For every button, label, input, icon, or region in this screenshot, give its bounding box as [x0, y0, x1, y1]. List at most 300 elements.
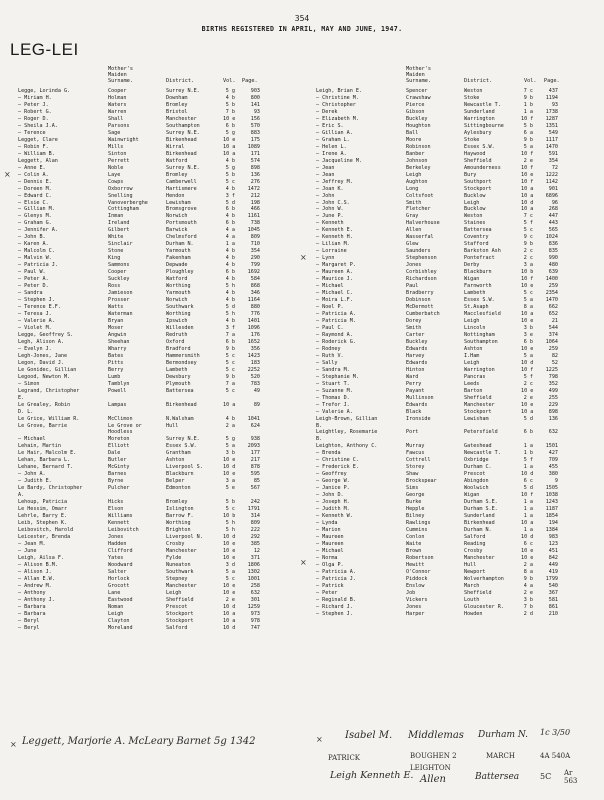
- register-entry-row: [18, 423, 268, 430]
- registration-district: March: [464, 582, 480, 589]
- registration-district: Macclesfield: [464, 311, 501, 317]
- maiden-surname: Cottingham: [108, 206, 139, 213]
- volume: 9 c: [523, 234, 533, 241]
- page-number-cell: 1799: [545, 575, 558, 582]
- entry-name: — Beryl: [18, 617, 40, 624]
- entry-name: — Stephen J.: [18, 297, 55, 304]
- maiden-surname: Rawlings: [406, 520, 431, 527]
- page-number-cell: 194: [548, 520, 558, 527]
- entry-name: — Margaret P.: [316, 262, 356, 269]
- entry-name: — Kenneth: [316, 220, 344, 227]
- entry-name: — Michael: [316, 283, 344, 290]
- entry-name: — Simon: [18, 380, 40, 387]
- volume: 2 c: [523, 380, 533, 387]
- registration-district: Stafford: [464, 241, 489, 248]
- registration-district: Manchester: [464, 401, 495, 408]
- page-number-cell: 574: [250, 157, 260, 164]
- register-entry-row: [18, 116, 268, 123]
- entry-name: Le Hair, Malcolm E.: [18, 450, 77, 457]
- page-number-cell: 1038: [545, 492, 558, 499]
- maiden-surname: Fawcus: [406, 450, 425, 457]
- page-number-cell: 1472: [247, 185, 260, 192]
- maiden-surname: McDermott: [406, 304, 434, 311]
- entry-name: — Valerie A.: [316, 408, 353, 415]
- entry-name: — Alison B.M.: [18, 561, 58, 568]
- entry-name: — Suzanne M.: [316, 387, 353, 394]
- page-number-cell: 449: [548, 561, 558, 568]
- maiden-surname: Leigh: [108, 610, 124, 617]
- registration-district: Reading: [464, 540, 486, 547]
- maiden-surname: Bates: [108, 352, 124, 359]
- register-entry-row: [316, 395, 576, 402]
- maiden-surname: Harper: [406, 610, 425, 617]
- entry-name: — Jeffrey M.: [316, 178, 353, 185]
- page-number-cell: 1423: [247, 352, 260, 359]
- entry-name: — Teresa J.: [18, 311, 52, 317]
- volume: 3 f: [225, 192, 235, 199]
- page-number-cell: 1351: [545, 122, 558, 129]
- volume: 1 a: [225, 241, 235, 248]
- entry-name: B.: [316, 436, 323, 443]
- register-entry-row: [316, 464, 576, 471]
- page-number-cell: 898: [250, 164, 260, 171]
- register-entry-row: [316, 123, 576, 130]
- volume: 5 a: [523, 143, 533, 150]
- page-number-cell: 798: [548, 373, 558, 380]
- registration-district: Blackburn: [464, 269, 492, 276]
- registration-district: Sheffield: [464, 589, 492, 596]
- registration-district: Durham N.: [166, 241, 194, 248]
- page-number-cell: 738: [250, 220, 260, 227]
- registration-district: Hendon: [166, 192, 185, 199]
- registration-district: Barton: [464, 387, 483, 394]
- maiden-surname: Angwin: [108, 331, 127, 338]
- register-entry-row: [316, 151, 576, 158]
- entry-name: — Geoffrey: [316, 471, 347, 478]
- register-entry-row: [18, 220, 268, 227]
- handwritten-leighton: LEIGHTON: [410, 764, 451, 772]
- registration-district: Dewsbury: [166, 373, 191, 380]
- register-entry-row: [18, 318, 268, 325]
- entry-name: — Patrick: [316, 582, 344, 589]
- maiden-surname: White: [108, 234, 124, 241]
- maiden-surname: Enslow: [406, 582, 425, 589]
- entry-name: — Barbara: [18, 603, 46, 610]
- entry-name: Leibovitch, Harold: [18, 527, 74, 534]
- volume: 5 d: [225, 199, 235, 206]
- entry-name: Lehrle, Barry E.: [18, 513, 68, 520]
- volume: 10 d: [521, 471, 533, 478]
- maiden-surname: Conlon: [406, 534, 425, 540]
- page-number-cell: 499: [548, 387, 558, 394]
- registration-district: Sheffield: [464, 394, 492, 401]
- entry-name: — John W.: [316, 206, 344, 213]
- page-number-cell: 1089: [247, 143, 260, 150]
- register-entry-row: [316, 478, 576, 485]
- maiden-surname: Stephenson: [406, 255, 437, 262]
- volume: 9 b: [523, 241, 533, 248]
- page-number-cell: 624: [250, 422, 260, 429]
- entry-name: — Violet M.: [18, 324, 52, 331]
- registration-district: Bradford: [166, 345, 191, 352]
- registration-district: Blackburn: [166, 471, 194, 478]
- maiden-surname: Berkeley: [406, 164, 431, 171]
- entry-name: — June: [18, 547, 37, 554]
- page-number-cell: 2252: [247, 366, 260, 373]
- registration-district: Ashton: [166, 457, 185, 464]
- page-number-cell: 570: [250, 122, 260, 129]
- maiden-surname: Laye: [108, 171, 121, 178]
- registration-district: Worthing: [166, 520, 191, 527]
- maiden-surname: Lampas: [108, 401, 127, 408]
- maiden-surname: Glew: [406, 241, 419, 248]
- register-entry-row: [18, 471, 268, 478]
- page-number-cell: 455: [548, 464, 558, 471]
- register-entry-row: [18, 88, 268, 95]
- handwritten-kenneth: Leigh Kenneth E.: [330, 770, 414, 781]
- maiden-surname: Horlock: [108, 575, 130, 582]
- maiden-surname: Prosser: [108, 297, 130, 304]
- registration-district: Prescot: [166, 603, 188, 610]
- page-number-cell: 437: [548, 88, 558, 94]
- page-number-cell: 776: [250, 311, 260, 317]
- entry-name: Le Grove, Barrie: [18, 422, 68, 429]
- district-header: District.: [166, 78, 195, 84]
- register-entry-row: [316, 200, 576, 207]
- register-entry-row: [18, 227, 268, 234]
- page-number-cell: 177: [250, 450, 260, 457]
- register-entry-row: [316, 611, 576, 618]
- maiden-surname: Robinson: [406, 143, 431, 150]
- maiden-surname: Parsons: [108, 122, 130, 129]
- register-entry-row: [18, 569, 268, 576]
- maiden-surname: Dorey: [406, 317, 422, 324]
- page-number-cell: 171: [250, 150, 260, 157]
- maiden-surname: Bryan: [108, 317, 124, 324]
- register-entry-row: [18, 436, 268, 443]
- maiden-surname: Grocott: [108, 582, 130, 589]
- volume: 1 a: [523, 443, 533, 450]
- volume: 10 a: [521, 192, 533, 199]
- registration-district: Wirral: [166, 143, 185, 150]
- maiden-surname: Leigh: [406, 171, 422, 178]
- entry-name: — Elsie C.: [18, 199, 49, 206]
- volume: 2 e: [523, 589, 533, 596]
- volume: 1 b: [523, 101, 533, 108]
- maiden-surname: Shaw: [406, 471, 419, 478]
- volume: 10 e: [223, 115, 235, 122]
- maiden-surname: Port: [406, 429, 419, 436]
- page-number-cell: 419: [548, 568, 558, 575]
- volume: 6 b: [225, 338, 235, 345]
- volume: 4 b: [225, 297, 235, 304]
- register-entry-row: [18, 416, 268, 423]
- entry-name: — Edward C.: [18, 192, 52, 199]
- entry-name: — John A.: [18, 471, 46, 478]
- entry-name: — Marion: [316, 527, 341, 534]
- register-entry-row: [316, 227, 576, 234]
- registration-district: Manchester: [464, 554, 495, 561]
- volume: 10 e: [521, 387, 533, 394]
- registration-district: Haywood: [464, 150, 486, 157]
- registration-district: Leeds: [464, 380, 480, 387]
- entry-name: — Rodney: [316, 345, 341, 352]
- registration-district: Leigh: [464, 359, 480, 366]
- entry-name: Legge, Lorinda G.: [18, 88, 71, 94]
- register-entry-row: [316, 590, 576, 597]
- page-number-cell: 1287: [545, 115, 558, 122]
- registration-district: Farnworth: [464, 283, 492, 290]
- volume: 9 b: [225, 345, 235, 352]
- register-entry-row: [316, 548, 576, 555]
- page-number-cell: 903: [250, 88, 260, 94]
- entry-name: — Maureen: [316, 540, 344, 547]
- register-entry-row: [18, 381, 268, 388]
- volume: 10 f: [521, 178, 533, 185]
- registration-district: Southampton: [166, 122, 200, 129]
- volume: 10 e: [521, 317, 533, 324]
- register-entry-row: [18, 583, 268, 590]
- page-number-cell: 1806: [247, 561, 260, 568]
- register-entry-row: [316, 88, 576, 95]
- volume: 6 b: [523, 338, 533, 345]
- register-entry-row: [18, 374, 268, 381]
- volume: 4 b: [225, 94, 235, 101]
- page-number-cell: 242: [250, 499, 260, 506]
- maiden-surname: Kennett: [108, 520, 130, 527]
- maiden-header: Mother's Maiden Surname.: [108, 66, 133, 85]
- page-number-cell: 567: [250, 485, 260, 492]
- entry-name: — Gillian A.: [316, 129, 353, 136]
- entry-name: — Sandra M.: [316, 366, 350, 373]
- page-number-cell: 352: [548, 380, 558, 387]
- register-entry-row: [316, 506, 576, 513]
- page-number-cell: 198: [250, 199, 260, 206]
- page-number-cell: 210: [548, 610, 558, 617]
- volume: 10 e: [521, 554, 533, 561]
- page-number-cell: 2354: [545, 290, 558, 297]
- volume: 5 h: [225, 527, 235, 534]
- maiden-surname: Hicks: [108, 499, 124, 506]
- register-entry-row: [316, 262, 576, 269]
- registration-district: Battersea: [166, 387, 194, 394]
- entry-name: Leighton, Anthony C.: [316, 443, 378, 450]
- entry-name: Lehoup, Patricia: [18, 499, 68, 506]
- registration-district: Chelmsford: [166, 234, 197, 241]
- volume: 5 a: [225, 443, 235, 450]
- entry-name: — Joan K.: [316, 185, 344, 192]
- registration-district: Nuneaton: [166, 561, 191, 568]
- volume: 7 a: [225, 331, 235, 338]
- registration-district: Manchester: [166, 582, 197, 589]
- registration-district: Willesden: [166, 324, 194, 331]
- page-number-cell: 1041: [247, 415, 260, 422]
- page-number-cell: 259: [548, 283, 558, 290]
- register-entry-row: [18, 269, 268, 276]
- registration-district: Gateshead: [464, 443, 492, 450]
- page-number-cell: 1243: [545, 499, 558, 506]
- register-entry-row: [18, 360, 268, 367]
- page-number-cell: 898: [548, 408, 558, 415]
- registration-district: Essex S.W.: [166, 443, 197, 450]
- volume: 5 d: [523, 485, 533, 492]
- register-entry-row: [18, 464, 268, 471]
- page-number-cell: 1401: [247, 317, 260, 324]
- registration-district: Stockport: [464, 185, 492, 192]
- registration-district: Brighton: [166, 527, 191, 534]
- maiden-surname: Cooper: [108, 88, 127, 94]
- registration-district: Crosby: [464, 547, 483, 554]
- maiden-surname: Cottrell: [406, 457, 431, 464]
- registration-district: Lewisham: [464, 415, 489, 422]
- register-entry-row: [18, 332, 268, 339]
- entry-name: Le Bardy, Christopher: [18, 485, 83, 492]
- page-number-cell: 652: [548, 311, 558, 317]
- page-number-cell: 1791: [247, 506, 260, 513]
- register-entry-row: [18, 179, 268, 186]
- registration-district: Leigh: [464, 199, 480, 206]
- maiden-surname: Sage: [108, 129, 121, 136]
- volume: 10 b: [521, 269, 533, 276]
- volume: 2 e: [225, 596, 235, 603]
- maiden-surname: Yates: [108, 554, 124, 561]
- maiden-surname: Tamblyn: [108, 380, 130, 387]
- entry-name: — Brenda: [316, 450, 341, 457]
- page-number-cell: 1470: [545, 143, 558, 150]
- entry-name: — Sheila J.A.: [18, 122, 58, 129]
- entry-name: Legget, Clare: [18, 136, 58, 143]
- volume: 4 a: [523, 582, 533, 589]
- registration-district: Worthing: [166, 311, 191, 317]
- register-entry-row: [316, 583, 576, 590]
- maiden-surname: Byrne: [108, 478, 124, 485]
- entry-name: E.: [18, 394, 25, 401]
- handwritten-right-district: Durham N.: [478, 730, 529, 740]
- page-number-cell: 901: [548, 185, 558, 192]
- page-number-cell: 581: [548, 596, 558, 603]
- entry-name: D. L.: [18, 408, 34, 415]
- volume: 2 c: [523, 255, 533, 262]
- registration-district: Redruth: [166, 331, 188, 338]
- entry-name: — Terence E.F.: [18, 304, 61, 311]
- register-entry-row: [316, 102, 576, 109]
- page-number-cell: 1222: [545, 171, 558, 178]
- entry-name: — Derek: [316, 108, 338, 115]
- entry-name: — Moira L.F.: [316, 297, 353, 304]
- maiden-surname: Shall: [108, 115, 124, 122]
- page-number-cell: 2093: [247, 443, 260, 450]
- volume: 1 a: [523, 513, 533, 520]
- page-number-cell: 639: [548, 269, 558, 276]
- maiden-surname: Storey: [406, 464, 425, 471]
- maiden-surname: Hadden: [108, 540, 127, 547]
- entry-name: — Kenneth E.: [316, 227, 353, 234]
- entry-name: — George W.: [316, 478, 350, 485]
- handwritten-right-name: Isabel M.: [345, 730, 393, 741]
- volume: 5 c: [225, 352, 235, 359]
- maiden-surname: Holman: [108, 94, 127, 101]
- registration-district: Lewisham: [166, 199, 191, 206]
- registration-district: Howden: [464, 610, 483, 617]
- page-number-cell: 809: [250, 520, 260, 527]
- volume: 10 f: [521, 366, 533, 373]
- maiden-surname: Bradberry: [406, 290, 434, 297]
- entry-name: — Thomas D.: [316, 394, 350, 401]
- page-number-cell: 800: [250, 94, 260, 101]
- entry-name: — Peter D.: [18, 283, 49, 290]
- maiden-surname: Watts: [108, 304, 124, 311]
- registration-district: N.Walsham: [166, 415, 194, 422]
- register-entry-row: [316, 172, 576, 179]
- page-number-cell: 1001: [247, 575, 260, 582]
- maiden-surname: Coltsfoot: [406, 192, 434, 199]
- register-entry-row: [316, 360, 576, 367]
- register-entry-row: [18, 144, 268, 151]
- registration-district: Woolwich: [464, 485, 489, 492]
- entry-name: — Stephen J.: [316, 610, 353, 617]
- register-entry-row: [18, 95, 268, 102]
- volume: 4 a: [225, 227, 235, 234]
- register-entry-row: [316, 304, 576, 311]
- maiden-surname: Hinton: [406, 366, 425, 373]
- handwritten-march: MARCH: [486, 752, 515, 760]
- entry-name: Legh-Jones, Jane: [18, 352, 68, 359]
- volume: 5 h: [225, 311, 235, 317]
- volume: 4 b: [225, 213, 235, 220]
- registration-district: I.Ham: [464, 352, 480, 359]
- register-entry-row: [316, 555, 576, 562]
- entry-name: — Alison J.: [18, 568, 52, 575]
- register-entry-row: [316, 179, 576, 186]
- registration-district: Staines: [464, 220, 486, 227]
- volume: 4 b: [225, 317, 235, 324]
- handwritten-battersea: Battersea: [475, 772, 520, 782]
- maiden-surname: Clifford: [108, 547, 133, 554]
- volume: 10 b: [223, 513, 235, 520]
- entry-name: — Lynda: [316, 520, 338, 527]
- volume: 10 e: [223, 457, 235, 464]
- maiden-surname: Jones: [406, 262, 422, 269]
- volume: 6 b: [225, 269, 235, 276]
- registration-district: Battersea: [464, 227, 492, 234]
- entry-name: — Terence: [18, 129, 46, 136]
- volume: 7 c: [523, 213, 533, 220]
- handwritten-right-page: 1c 3/50: [540, 728, 571, 737]
- registration-district: Essex S.W.: [464, 297, 495, 304]
- maiden-surname: Sheehan: [108, 338, 130, 345]
- register-entry-row: [18, 102, 268, 109]
- page-number-cell: 89: [253, 401, 260, 408]
- registration-district: Prescot: [464, 471, 486, 478]
- registration-district: Manchester: [166, 547, 197, 554]
- register-entry-row: [18, 283, 268, 290]
- register-entry-row: [316, 443, 576, 450]
- register-entry-row: [316, 604, 576, 611]
- registration-district: Newcastle T.: [464, 450, 501, 457]
- entry-name: — Kenneth W.: [316, 513, 353, 520]
- maiden-surname: Inman: [108, 213, 124, 220]
- registration-district: Sittingbourne: [464, 122, 504, 129]
- registration-district: Bromley: [166, 499, 188, 506]
- registration-district: Petersfield: [464, 429, 498, 436]
- entry-name: Leib, Stephen K.: [18, 520, 68, 527]
- register-entry-row: [316, 290, 576, 297]
- register-entry-row: [316, 388, 576, 395]
- registration-district: Camberwell: [166, 178, 197, 185]
- page-number-cell: 72: [551, 164, 558, 171]
- page-number-cell: 229: [548, 401, 558, 408]
- register-entry-row: [316, 457, 576, 464]
